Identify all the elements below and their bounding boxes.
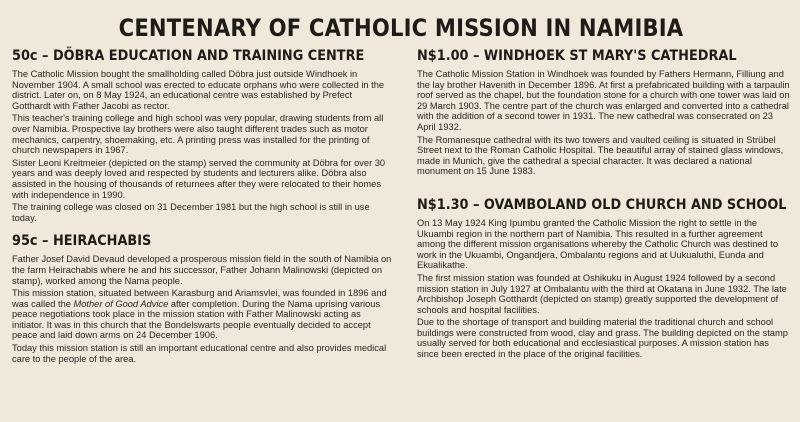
paragraph: The training college was closed on 31 December 1981 but the high school is still in use today. xyxy=(12,202,370,223)
text-run: after completion. During the Nama uprising various peace negotiations took place in the mission station with Father Malinowski acting as initiator. It was in this church that the Bondelswarts people eventually decided to accept peace and laid down arms on 24 December 1906. xyxy=(12,298,381,341)
text-run: This mission station, situated between Karasburg and Ariamsvlei, was founded in 1896 and was called the xyxy=(12,288,387,309)
section-heading-dobra: 50c – DÖBRA EDUCATION AND TRAINING CENTRE xyxy=(12,48,365,64)
paragraph: Father Josef David Devaud developed a prosperous mission field in the south of Namibia on the farm Heirachabis where he and his successor, Father Johann Malinowski (depicted on stamp), worked among the Nama people. xyxy=(12,254,392,286)
section-heading-heirachabis: 95c – HEIRACHABIS xyxy=(12,233,152,250)
paragraph: Due to the shortage of transport and building material the traditional church and school buildings were constructed from wood, clay and grass. The building depicted on the stamp usually served for both educational and ecclesiastical purposes. A mission station has since been erected in the place of the original facilities. xyxy=(417,317,788,360)
paragraph: Today this mission station is still an important educational centre and also provides medical care to the people of the area. xyxy=(12,343,387,364)
emphasis-text: Mother of Good Advice xyxy=(73,298,169,309)
paragraph: On 13 May 1924 King Ipumbu granted the Catholic Mission the right to settle in the Ukuambi region in the northern part of Namibia. This resulted in a further agreement among the different mission organisations whereby the Catholic Church was destined to work in the Ukuambi, Ongandjera, Ombalantu regions and at Uukualuthi, Eunda and Ekualikathe. xyxy=(417,217,779,271)
paragraph: The Catholic Mission Station in Windhoek was founded by Fathers Hermann, Filliung and the lay brother Havenith in December 1896. At first a prefabricated building with a tarpaulin roof served as the chapel, but the foundation stone for a church with one tower was laid on 29 March 1903. The centre part of the church was enlarged and converted into a cathedral with the addition of a second tower in 1931. The new cathedral was consecrated on 23 April 1932. xyxy=(417,69,790,132)
paragraph: Sister Leoni Kreitmeier (depicted on the stamp) served the community at Döbra for over 30 years and was deeply loved and respected by students and lecturers alike. Döbra also assisted in the housing of thousands of returnees after they were relocated to their homes with independence in 1990. xyxy=(12,157,386,200)
section-heirachabis xyxy=(12,233,393,364)
section-ovamboland xyxy=(417,197,790,360)
paragraph: The Romanesque cathedral with its two towers and vaulted ceiling is situated in Strübel Street next to the Roman Catholic Hospital. The beautiful array of stained glass windows, made in Munich, give the cathedral a special character. It was declared a national monument on 15 June 1983. xyxy=(417,134,784,177)
page-title: CENTENARY OF CATHOLIC MISSION IN NAMIBIA xyxy=(118,14,684,42)
section-heading-windhoek: N$1.00 – WINDHOEK ST MARY'S CATHEDRAL xyxy=(417,48,737,64)
right-column xyxy=(417,48,790,374)
columns xyxy=(12,48,790,374)
section-windhoek xyxy=(417,48,790,177)
paragraph xyxy=(12,288,393,341)
paragraph: The Catholic Mission bought the smallholding called Döbra just outside Windhoek in November 1904. A small school was erected to educate orphans who were collected in the district. Later on, on 8 May 1924, an educational centre was established by Prefect Gotthardt with Father Jacobi as rector. xyxy=(12,69,385,111)
paragraph: This teacher's training college and high school was very popular, drawing students from all over Namibia. Prospective lay brothers were also taught different trades such as motor mechanics, carpentry, shoemaking, etc. A printing press was installed for the printing of church newspapers in 1967. xyxy=(12,113,384,156)
left-column xyxy=(12,48,393,374)
section-dobra xyxy=(12,48,393,223)
section-heading-ovamboland: N$1.30 – OVAMBOLAND OLD CHURCH AND SCHOOL xyxy=(417,196,787,213)
paragraph: The first mission station was founded at Oshikuku in August 1924 followed by a second mission station in July 1927 at Ombalantu with the third at Okatana in June 1932. The late Archbishop Joseph Gotthardt (depicted on stamp) greatly supported the development of schools and hospital facilities. xyxy=(417,272,787,315)
